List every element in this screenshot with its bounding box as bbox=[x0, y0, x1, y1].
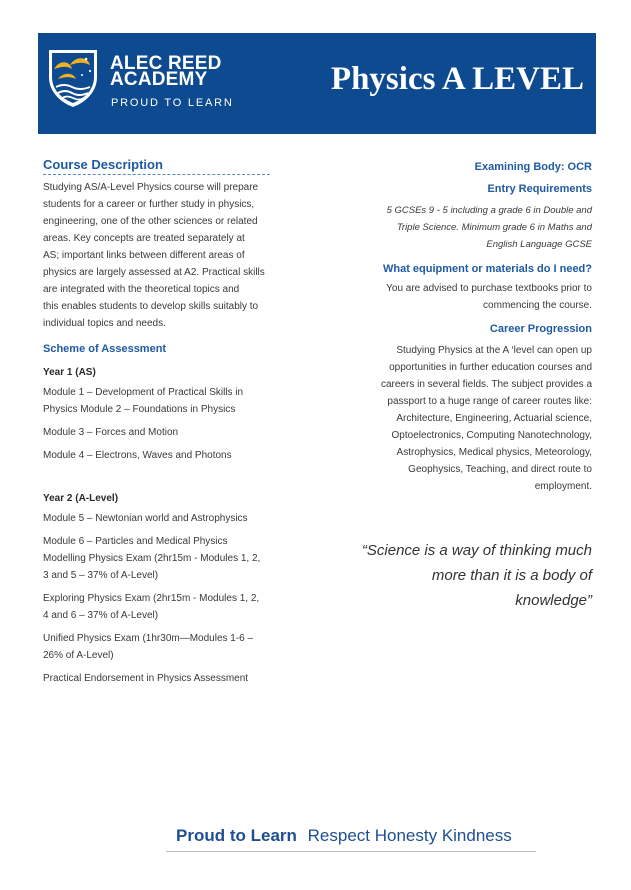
entry-requirements-text: 5 GCSEs 9 - 5 including a grade 6 in Double and Triple Science. Minimum grade 6 in Maths and English Language GCSE bbox=[386, 205, 592, 250]
year1-heading: Year 1 (AS) bbox=[43, 367, 96, 378]
school-name: ALEC REED ACADEMY bbox=[110, 53, 222, 90]
year2-item: Practical Endorsement in Physics Assessment bbox=[43, 673, 249, 684]
year1-item: Module 1 – Development of Practical Skills in Physics Module 2 – Foundations in Physics bbox=[43, 387, 244, 415]
entry-requirements-heading: Entry Requirements bbox=[487, 183, 592, 195]
year2-item: Unified Physics Exam (1hr30m—Modules 1-6 – 26% of A-Level) bbox=[43, 633, 254, 661]
examining-body: Examining Body: OCR bbox=[474, 161, 592, 173]
career-progression-heading: Career Progression bbox=[489, 323, 592, 335]
science-quote: “Science is a way of thinking much more than it is a body of knowledge” bbox=[361, 542, 592, 609]
footer-bold-slogan: Proud to Learn bbox=[176, 826, 297, 845]
career-progression-text: Studying Physics at the A ‘level can open up opportunities in further education courses and careers in several fields. The subject provides a passport to a huge range of career routes like: Architecture, Engineering, Actuarial science, Optoelectronics, Computing Nanotechnology, Astrophysics, Medical physics, Meteorology, Geophysics, Teaching, and direct route to employment. bbox=[380, 345, 592, 492]
page-title: Physics A LEVEL bbox=[330, 61, 584, 97]
year2-heading: Year 2 (A-Level) bbox=[43, 493, 119, 504]
year2-item: Exploring Physics Exam (2hr15m - Modules 1, 2, 4 and 6 – 37% of A-Level) bbox=[43, 593, 260, 621]
footer-values: Respect Honesty Kindness bbox=[307, 826, 512, 845]
year2-item: Module 5 – Newtonian world and Astrophysics bbox=[43, 513, 248, 524]
header-banner bbox=[38, 33, 596, 134]
footer-divider bbox=[166, 851, 536, 852]
course-description-text: Studying AS/A-Level Physics course will prepare students for a career or further study in physics, engineering, one of the other sciences or related areas. Key concepts are treated separately at AS; important links between different areas of physics are largely assessed at A2. Practical skills are integrated with the theoretical topics and this enables students to develop skills suitably to individual topics and needs. bbox=[43, 182, 265, 329]
academy-shield-logo bbox=[46, 47, 100, 109]
year1-item: Module 3 – Forces and Motion bbox=[43, 427, 179, 438]
scheme-heading: Scheme of Assessment bbox=[43, 343, 167, 355]
right-column bbox=[360, 157, 592, 495]
year2-item: Module 6 – Particles and Medical Physics Modelling Physics Exam (2hr15m - Modules 1, 2, 3 and 5 – 37% of A-Level) bbox=[43, 536, 261, 581]
equipment-text: You are advised to purchase textbooks prior to commencing the course. bbox=[386, 283, 592, 311]
left-column bbox=[43, 157, 288, 687]
year1-item: Module 4 – Electrons, Waves and Photons bbox=[43, 450, 232, 461]
footer-slogan bbox=[176, 826, 512, 846]
school-motto: PROUD TO LEARN bbox=[111, 97, 234, 109]
equipment-heading: What equipment or materials do I need? bbox=[382, 263, 592, 275]
course-description-heading: Course Description bbox=[43, 157, 270, 175]
